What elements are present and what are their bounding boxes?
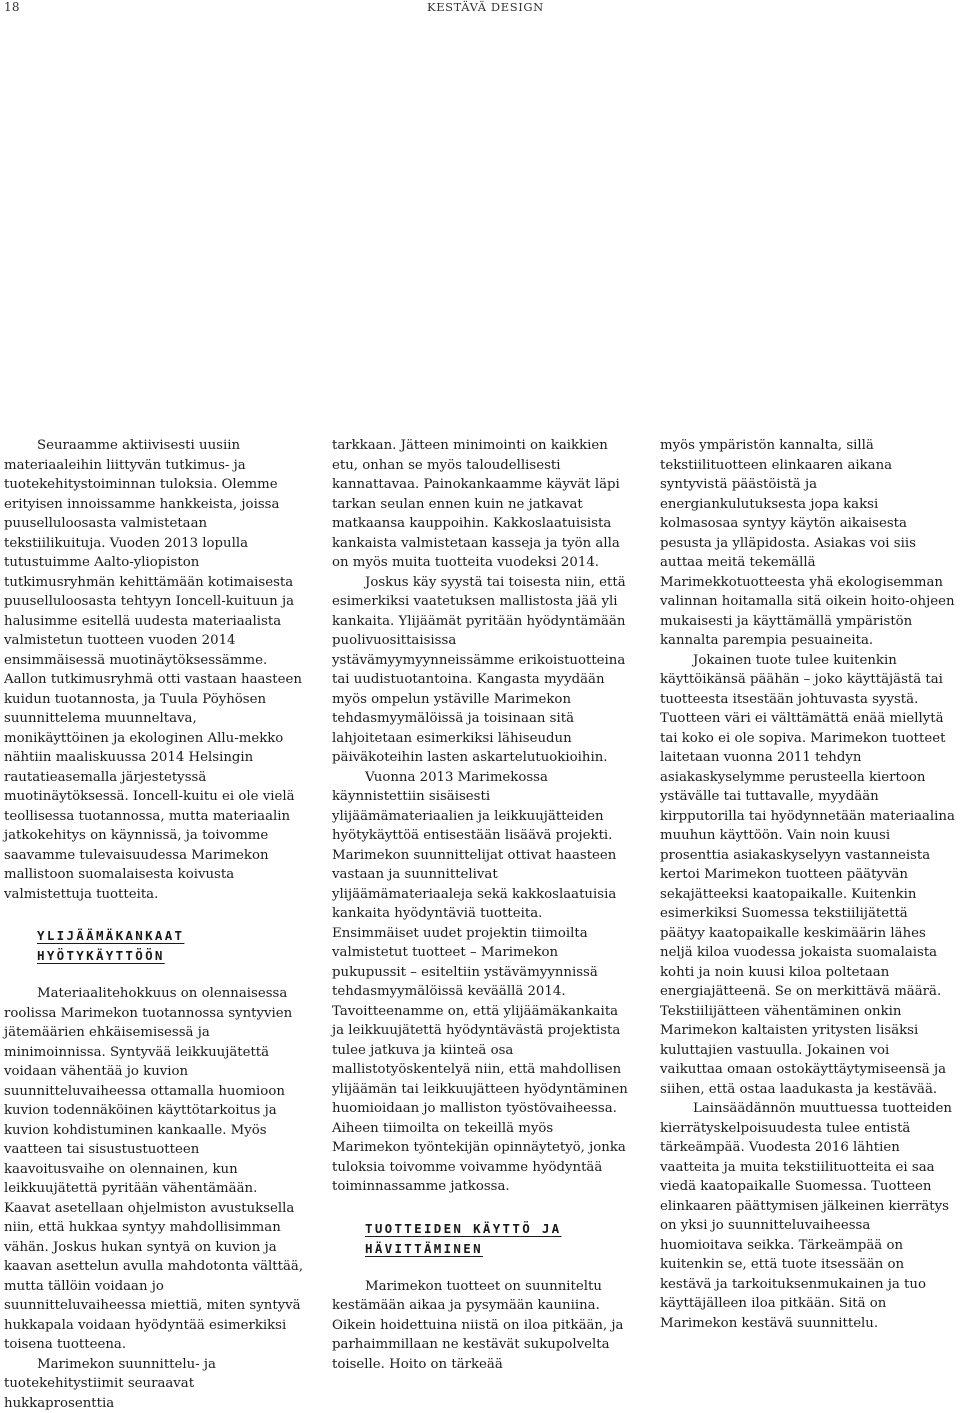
paragraph: Lainsäädännön muuttuessa tuotteiden kierrätyskelpoisuudesta tulee entistä tärkeämpää. Vuodesta 2016 lähtien vaatteita ja muita tekstiilituotteita ei saa viedä kaatopaikalle Suomessa. Tuotteen elinkaaren päättymisen jälkeinen kierrätys on yksi jo suunnitteluvaiheessa huomioitava seikka. Tärkeämpää on kuitenkin se, että tuote itsessään on kestävä ja tarkoituksenmukainen ja tuo käyttäjälleen iloa pitkään. Sitä on Marimekon kestävä suunnittelu. bbox=[660, 1099, 956, 1333]
running-head: KESTÄVÄ DESIGN bbox=[427, 0, 544, 14]
section-heading-text: TUOTTEIDEN KÄYTTÖ JA HÄVITTÄMINEN bbox=[365, 1221, 562, 1256]
text-column-1 bbox=[4, 436, 304, 1413]
page-number: 18 bbox=[4, 0, 20, 14]
paragraph-continued: tarkkaan. Jätteen minimointi on kaikkien etu, onhan se myös taloudellisesti kannattavaa. Painokankaamme käyvät läpi tarkan seulan ennen kuin ne jatkavat matkaansa kauppoihin. Kakkoslaatuisista kankaista valmistetaan kasseja ja työn alla on myös muita tuotteita vuodeksi 2014. bbox=[332, 436, 628, 573]
text-column-3 bbox=[660, 436, 956, 1333]
paragraph: Vuonna 2013 Marimekossa käynnistettiin sisäisesti ylijäämämateriaalien ja leikkuujätteiden hyötykäyttöä entisestään lisäävä projekti. Marimekon suunnittelijat ottivat haasteen vastaan ja suunnittelivat ylijäämämateriaaleja sekä kakkoslaatuisia kankaita hyödyntäviä tuotteita. Ensimmäiset uudet projektin tiimoilta valmistetut tuotteet – Marimekon pukupussit – esiteltiin ystävämyynnissä tehdasmyymälöissä keväällä 2014. Tavoitteenamme on, että ylijäämäkankaita ja leikkuujätettä hyödyntävästä projektista tulee jatkuva ja kiinteä osa mallistotyöskentelyä niin, että mahdollisen ylijäämän tai leikkuujätteen hyödyntäminen huomioidaan jo malliston työstövaiheessa. Aiheen tiimoilta on tekeillä myös Marimekon työntekijän opinnäytetyö, jonka tuloksia toivomme voivamme hyödyntää toiminnassamme jatkossa. bbox=[332, 768, 628, 1197]
paragraph-continued: myös ympäristön kannalta, sillä tekstiilituotteen elinkaaren aikana syntyvistä päästöistä ja energiankulutuksesta jopa kaksi kolmasosaa syntyy käytön aikaisesta pesusta ja ylläpidosta. Asiakas voi siis auttaa meitä tekemällä Marimekkotuotteesta yhä ekologisemman valinnan hoitamalla sitä oikein hoito-ohjeen mukaisesti ja käyttämällä ympäristön kannalta parempia pesuaineita. bbox=[660, 436, 956, 651]
paragraph: Joskus käy syystä tai toisesta niin, että esimerkiksi vaatetuksen mallistosta jää yli kankaita. Ylijäämät pyritään hyödyntämään puolivuosittaisissa ystävämyymyynneissämme erikoistuotteina tai uudistuotantoina. Kangasta myydään myös ompelun ystäville Marimekon tehdasmyymälöissä ja toisinaan sitä lahjoitetaan esimerkiksi lähiseudun päiväkoteihin lasten askartelutuokioihin. bbox=[332, 573, 628, 768]
paragraph: Seuraamme aktiivisesti uusiin materiaaleihin liittyvän tutkimus- ja tuotekehitystoiminnan tuloksia. Olemme erityisen innoissamme hankkeista, joissa puuselluloosasta valmistetaan tekstiilikuituja. Vuoden 2013 lopulla tutustuimme Aalto-yliopiston tutkimusryhmän kehittämään kotimaisesta puuselluloosasta tehtyyn Ioncell-kuituun ja halusimme esitellä uudesta materiaalista valmistetun tuotteen vuoden 2014 ensimmäisessä muotinäytöksessämme. Aallon tutkimusryhmä otti vastaan haasteen kuidun tuotannosta, ja Tuula Pöyhösen suunnittelema muunneltava, monikäyttöinen ja ekologinen Allu-mekko nähtiin maaliskuussa 2014 Helsingin rautatieasemalla järjestetyssä muotinäytöksessä. Ioncell-kuitu ei ole vielä teollisessa tuotannossa, mutta materiaalin jatkokehitys on käynnissä, ja toivomme saavamme tulevaisuudessa Marimekon mallistoon suomalaisesta koivusta valmistettuja tuotteita. bbox=[4, 436, 304, 904]
section-heading-ylijaamakankaat bbox=[37, 926, 304, 966]
paragraph: Marimekon tuotteet on suunniteltu kestämään aikaa ja pysymään kauniina. Oikein hoidettuina niistä on iloa pitkään, ja parhaimmillaan ne kestävät sukupolvelta toiselle. Hoito on tärkeää bbox=[332, 1277, 628, 1375]
paragraph: Marimekon suunnittelu- ja tuotekehitystiimit seuraavat hukkaprosenttia bbox=[4, 1355, 304, 1413]
section-heading-tuotteiden-kaytto bbox=[365, 1219, 628, 1259]
paragraph: Jokainen tuote tulee kuitenkin käyttöikänsä päähän – joko käyttäjästä tai tuotteesta itsestään johtuvasta syystä. Tuotteen väri ei välttämättä enää miellytä tai koko ei ole sopiva. Marimekon tuotteet laitetaan vuonna 2011 tehdyn asiakaskyselymme perusteella kiertoon ystävälle tai tuttavalle, myydään kirpputorilla tai hyödynnetään materiaalina muuhun käyttöön. Vain noin kuusi prosenttia asiakaskyselyyn vastanneista kertoi Marimekon tuotteen päätyvän sekajätteeksi kaatopaikalle. Kuitenkin esimerkiksi Suomessa tekstiilijätettä päätyy kaatopaikalle keskimäärin lähes neljä kiloa vuodessa jokaista suomalaista kohti ja noin kuusi kiloa poltetaan energiajätteenä. Se on merkittävä määrä. Tekstiilijätteen vähentäminen onkin Marimekon kaltaisten yritysten lisäksi kuluttajien vastuulla. Jokainen voi vaikuttaa omaan ostokäyttäytymiseensä ja siihen, että ostaa laadukasta ja kestävää. bbox=[660, 651, 956, 1100]
text-column-2 bbox=[332, 436, 628, 1374]
paragraph: Materiaalitehokkuus on olennaisessa roolissa Marimekon tuotannossa syntyvien jätemäärien ehkäisemisessä ja minimoinnissa. Syntyvää leikkuujätettä voidaan vähentää jo kuvion suunnitteluvaiheessa ottamalla huomioon kuvion todennäköinen käyttötarkoitus ja kuvion kohdistuminen kankaalle. Myös vaatteen tai sisustustuotteen kaavoitusvaihe on olennainen, kun leikkuujätettä pyritään vähentämään. Kaavat asetellaan ohjelmiston avustuksella niin, että hukkaa syntyy mahdollisimman vähän. Joskus hukan syntyä on kuvion ja kaavan asettelun avulla mahdotonta välttää, mutta tällöin voidaan jo suunnitteluvaiheessa miettiä, miten syntyvä hukkapala voidaan hyödyntää esimerkiksi toisena tuotteena. bbox=[4, 984, 304, 1355]
section-heading-text: YLIJÄÄMÄKANKAAT HYÖTYKÄYTTÖÖN bbox=[37, 928, 184, 963]
